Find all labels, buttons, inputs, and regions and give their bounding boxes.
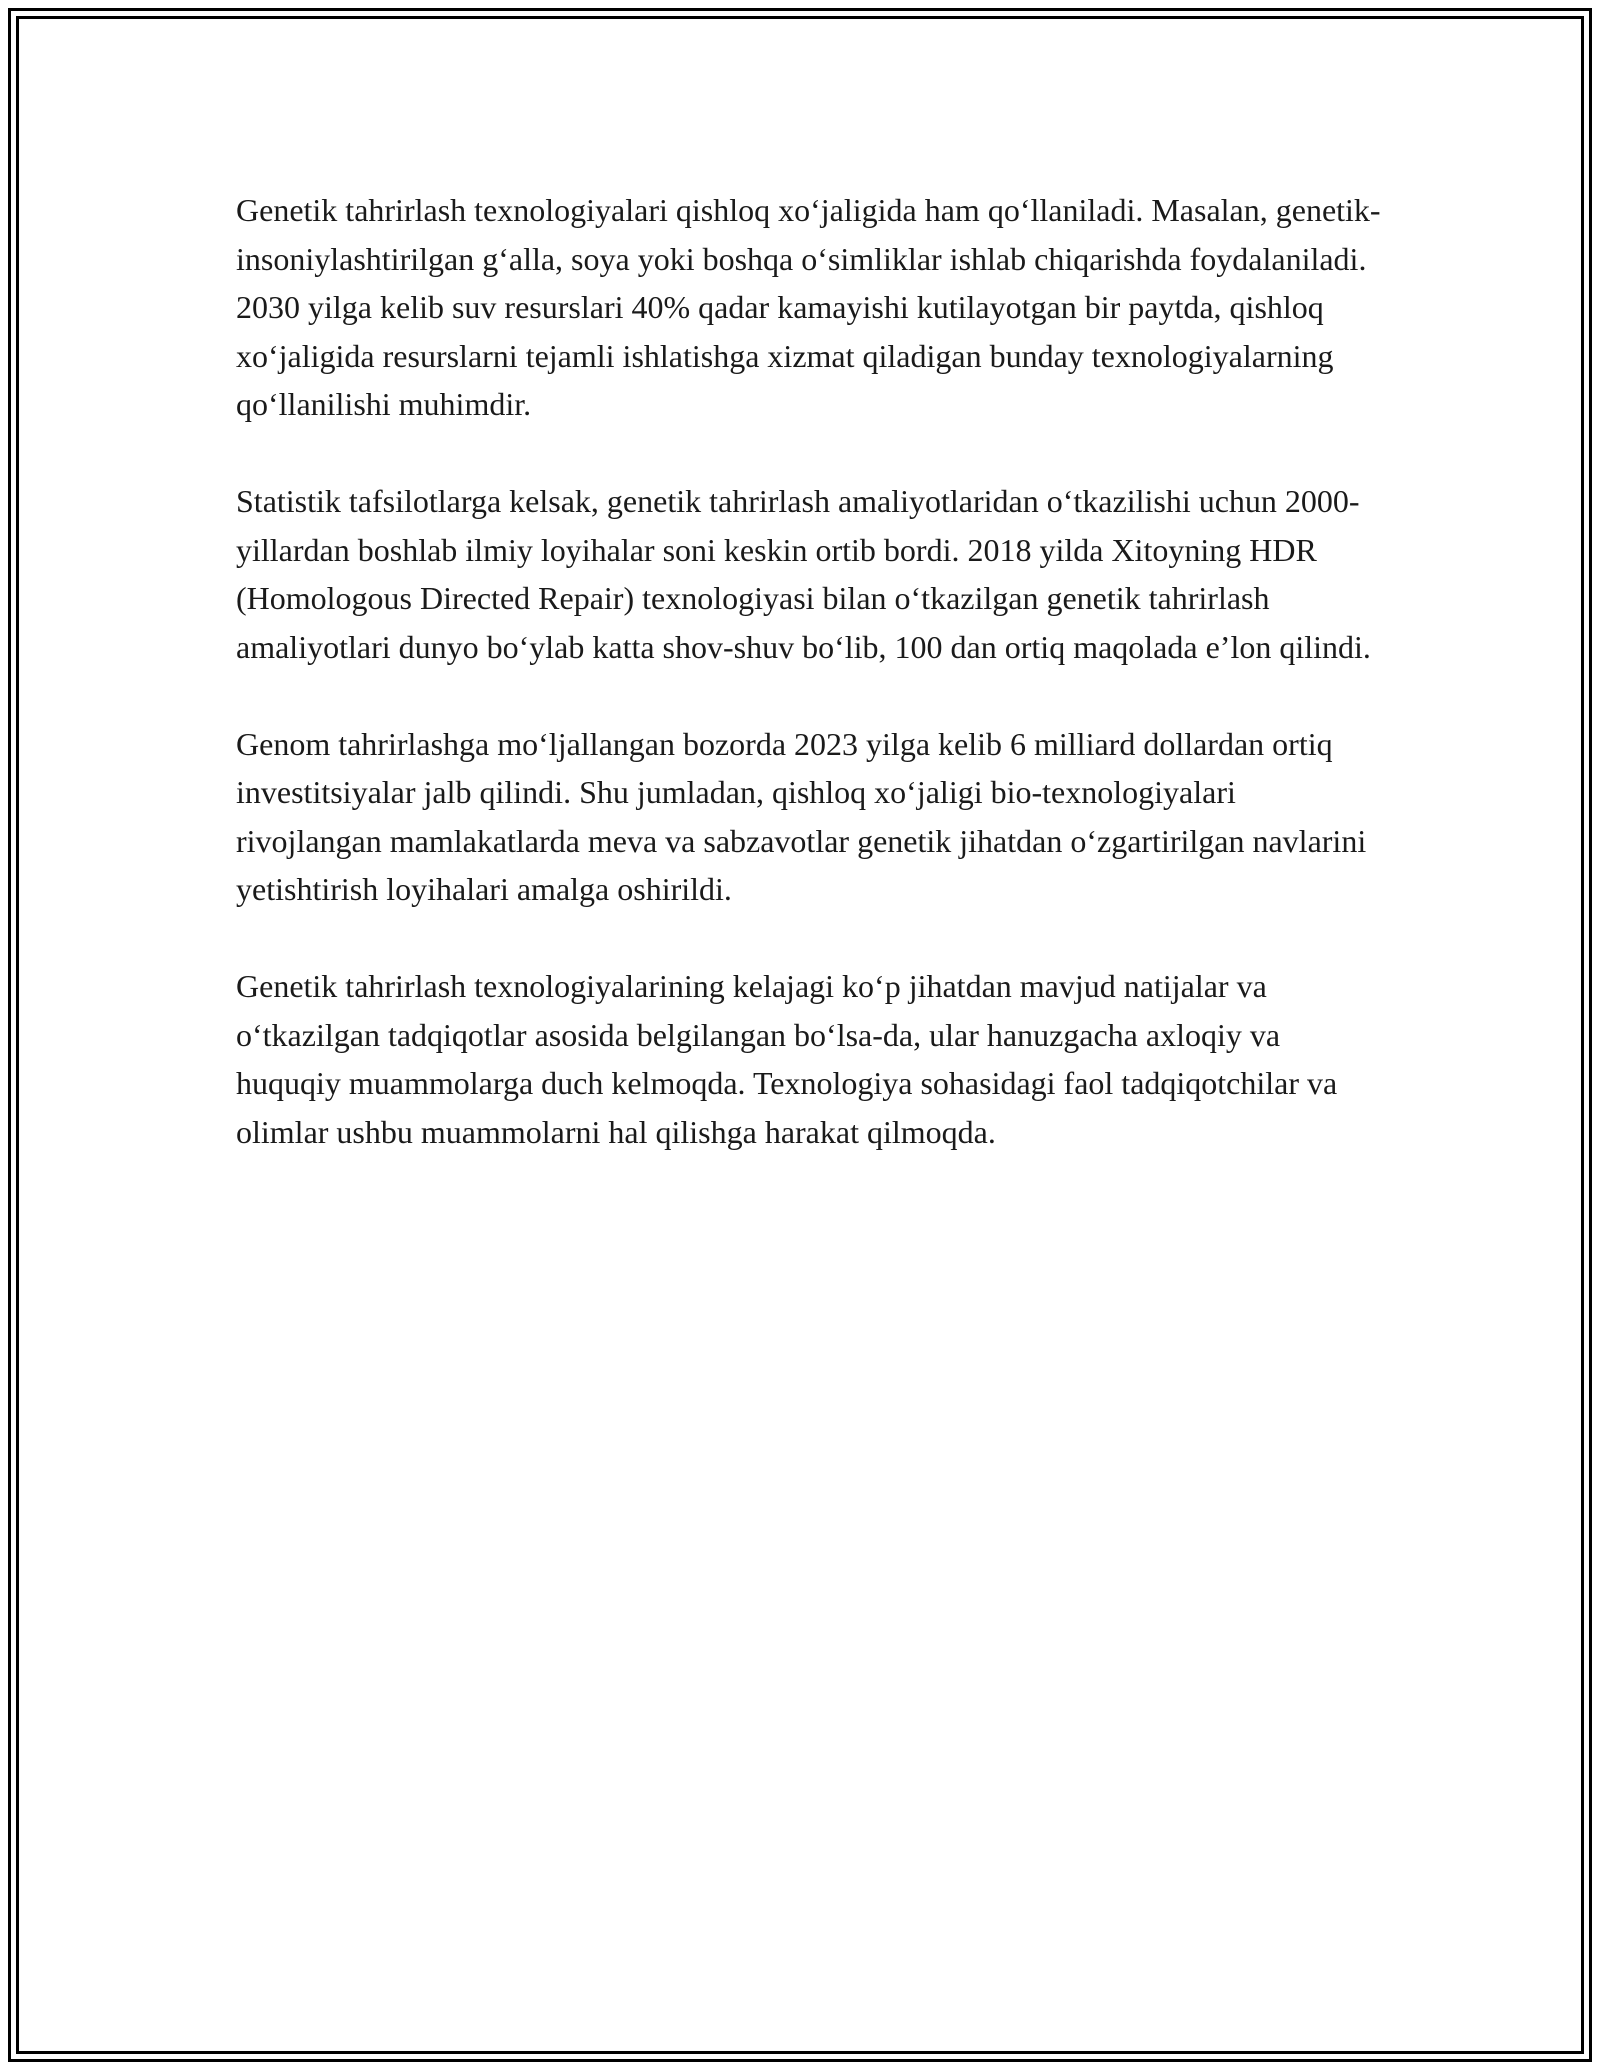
document-body <box>236 186 1386 1205</box>
paragraph-2: Statistik tafsilotlarga kelsak, genetik tahrirlash amaliyotlaridan o‘tkazilishi uchun 2000-yillardan boshlab ilmiy loyihalar soni keskin ortib bordi. 2018 yilda Xitoyning HDR (Homologous Directed Repair) texnologiyasi bilan o‘tkazilgan genetik tahrirlash amaliyotlari dunyo bo‘ylab katta shov-shuv bo‘lib, 100 dan ortiq maqolada e’lon qilindi. <box>236 483 1371 665</box>
paragraph-3: Genom tahrirlashga mo‘ljallangan bozorda 2023 yilga kelib 6 milliard dollardan ortiq investitsiyalar jalb qilindi. Shu jumladan, qishloq xo‘jaligi bio-texnologiyalari rivojlangan mamlakatlarda meva va sabzavotlar genetik jihatdan o‘zgartirilgan navlarini yetishtirish loyihalari amalga oshirildi. <box>236 725 1367 907</box>
paragraph-4: Genetik tahrirlash texnologiyalarining kelajagi ko‘p jihatdan mavjud natijalar va o‘tkazilgan tadqiqotlar asosida belgilangan bo‘lsa-da, ular hanuzgacha axloqiy va huquqiy muammolarga duch kelmoqda. Texnologiya sohasidagi faol tadqiqotchilar va olimlar ushbu muammolarni hal qilishga harakat qilmoqda. <box>236 968 1338 1150</box>
paragraph-1: Genetik tahrirlash texnologiyalari qishloq xo‘jaligida ham qo‘llaniladi. Masalan, genetik-insoniylashtirilgan g‘alla, soya yoki boshqa o‘simliklar ishlab chiqarishda foydalaniladi. 2030 yilga kelib suv resurslari 40% qadar kamayishi kutilayotgan bir paytda, qishloq xo‘jaligida resurslarni tejamli ishlatishga xizmat qiladigan bunday texnologiyalarning qo‘llanilishi muhimdir. <box>236 192 1381 422</box>
